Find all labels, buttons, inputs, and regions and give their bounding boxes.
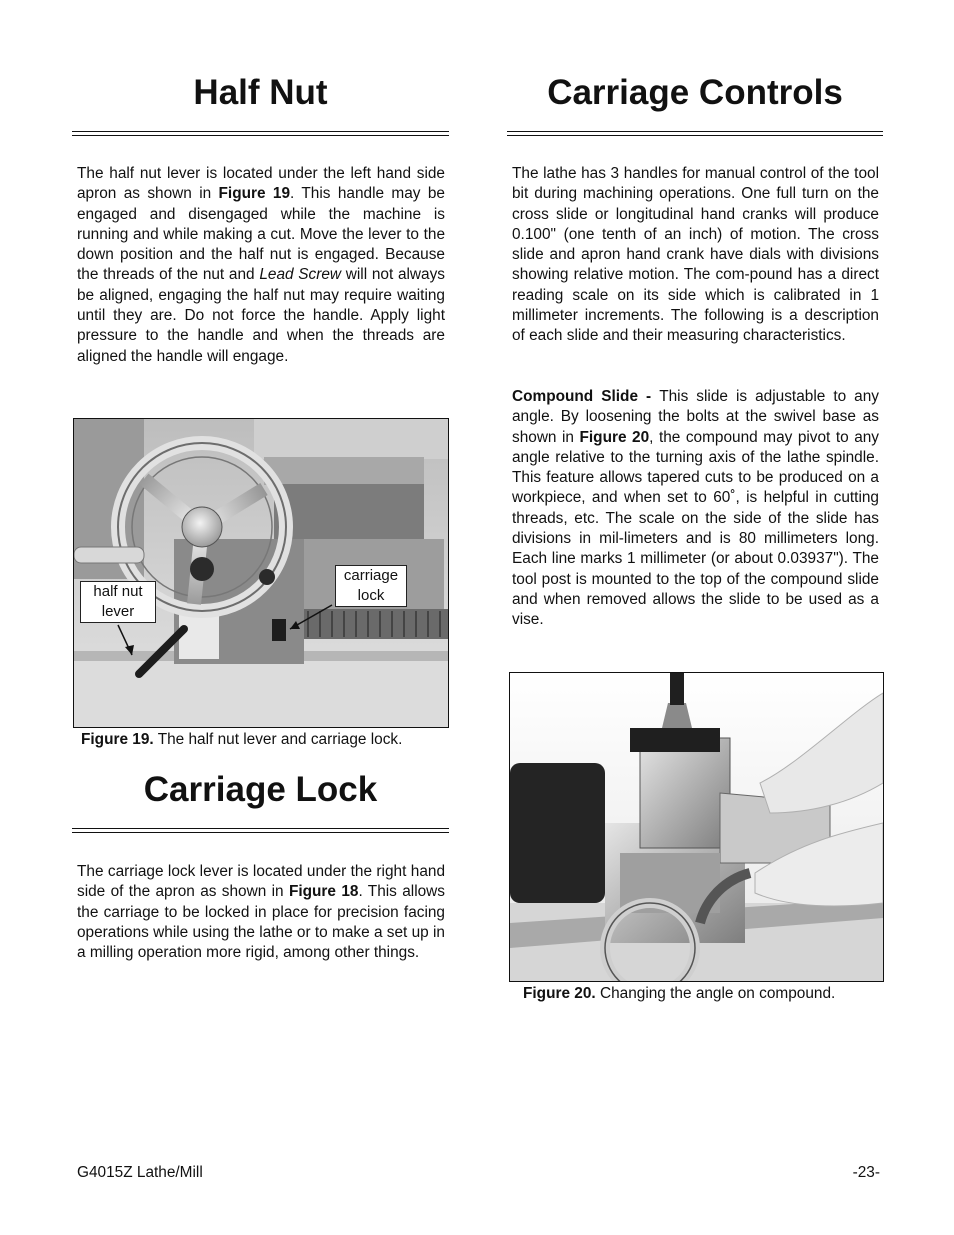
figure-19-caption [81,730,451,750]
text-run: The half nut lever is located under the left hand side apron as shown in [77,165,445,203]
carriage-lock-rule [72,828,449,833]
caption-label: Figure 19. [81,731,154,748]
half-nut-rule [72,131,449,136]
compound-slide-paragraph [507,387,883,631]
figure-19-photo [73,418,449,728]
figure-ref: Figure 18 [288,883,359,901]
text-run: This slide is adjustable to any angle. By loosening the bolts at the swivel base as shown in [512,388,879,446]
half-nut-lever-label: half nut lever [80,581,156,623]
half-nut-paragraph [72,164,449,367]
carriage-controls-rule [507,131,883,136]
callout-arrows [74,419,448,727]
carriage-controls-heading: Carriage Controls [547,73,843,112]
figure-20-photo [509,672,884,982]
compound-slide-illustration [510,673,883,981]
lead-screw-term: Lead Screw [259,266,342,284]
caption-text: The half nut lever and carriage lock. [153,731,403,748]
carriage-lock-heading: Carriage Lock [143,770,378,809]
footer-model: G4015Z Lathe/Mill [77,1164,203,1181]
text-run: , the compound may pivot to any angle relative to the turning axis of the lathe spindle. This feature allows tapered cuts to be produced on a workpiece, and when set to 60˚, is helpful in cutting threads, etc. The scale on the side of the slide has divisions in mil-limeters and is 80 millimeters long. Each line marks 1 millimeter (or about 0.03937"). The tool post is mounted to the top of the compound slide and when removed allows the slide to be used as a vise. [512,428,880,629]
figure-ref: Figure 20 [579,428,650,446]
text-run: . This allows the carriage to be locked in place for precision facing operations while using the lathe or to make a set up in a milling operation more rigid, among other things. [77,883,445,962]
figure-20-caption [523,984,883,1004]
carriage-controls-paragraph: The lathe has 3 handles for manual control of the tool bit during machining operations. One full turn on the cross slide or longitudinal hand cranks will produce 0.100" (one tenth of an inch) of motion. The cross slide and apron hand crank have dials with divisions showing relative motion. The com-pound has a direct reading scale on its side which is calibrated in 1 millimeter increments. The following is a description of each slide and their measuring characteristics. [512,165,879,345]
carriage-lock-paragraph [72,862,449,963]
footer-page-number: -23- [852,1164,880,1181]
text-run: will not always be aligned, engaging the half nut may require waiting until they are. Do not force the handle. Apply light pressure to the handle and when the threads are aligned the handle will engage. [77,266,445,365]
figure-ref: Figure 19 [218,185,291,203]
text-run: . This handle may be engaged and disengaged while the machine is running and while making a cut. Move the lever to the down position and the half nut is engaged. Because the threads of the nut and [77,185,445,284]
compound-slide-lead: Compound Slide - [512,388,660,405]
half-nut-heading: Half Nut [193,73,328,112]
carriage-lock-label: carriage lock [335,565,407,607]
caption-text: Changing the angle on compound. [595,985,836,1002]
caption-label: Figure 20. [523,985,596,1002]
text-run: The carriage lock lever is located under the right hand side of the apron as shown in [77,863,445,901]
